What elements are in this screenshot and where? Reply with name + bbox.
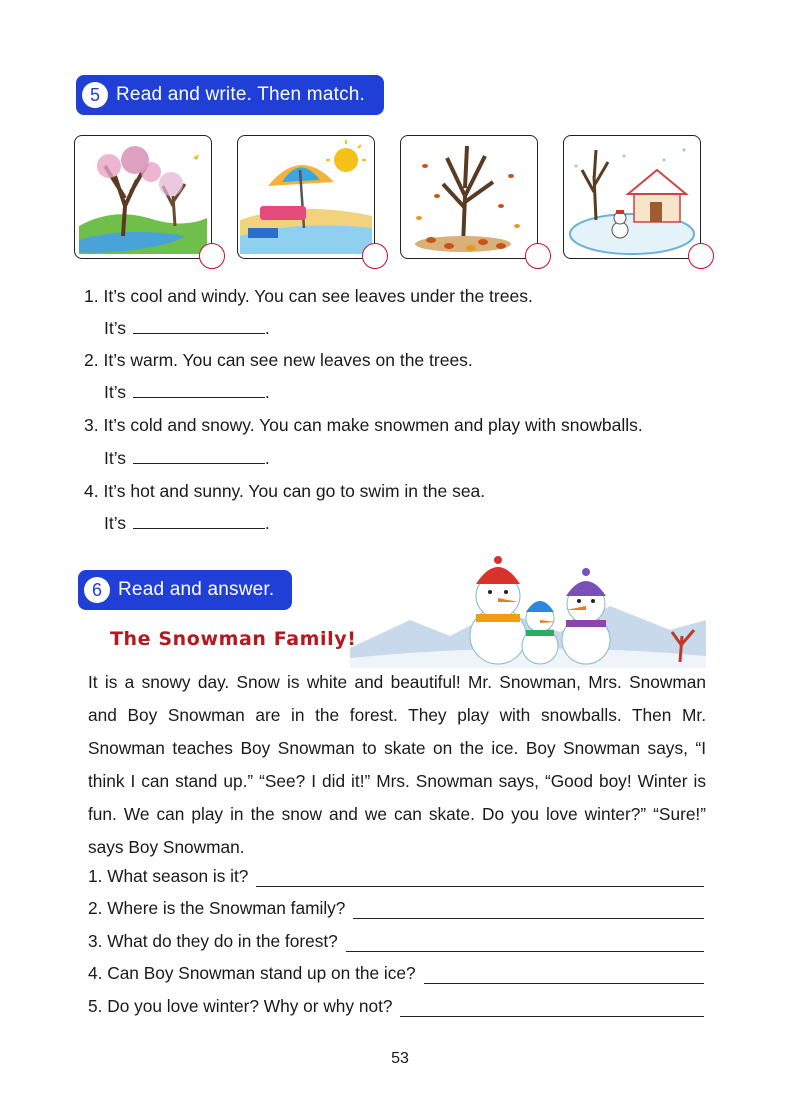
answer-blank[interactable]: [133, 383, 265, 398]
answer-blank[interactable]: [424, 967, 704, 984]
spring-tree-picture: [74, 135, 212, 259]
question-2: [88, 898, 704, 919]
section-5-header: [76, 75, 384, 115]
exercise-5-sentence-3: 3. It’s cold and snowy. You can make snowmen and play with snowballs.: [84, 415, 643, 435]
answer-line-3: [104, 448, 270, 469]
match-circle[interactable]: [688, 243, 714, 269]
match-circle[interactable]: [362, 243, 388, 269]
answer-line-1: [104, 318, 270, 339]
question-text: 1. What season is it?: [88, 866, 249, 886]
answer-blank[interactable]: [133, 449, 265, 464]
answer-line-4: [104, 513, 270, 534]
story-paragraph: It is a snowy day. Snow is white and beautiful! Mr. Snowman, Mrs. Snowman and Boy Snowman are in the forest. They play with snowballs. Then Mr. Snowman teaches Boy Snowman to skate on the ice. Boy Snowman says, “I think I can stand up.” “See? I did it!” Mrs. Snowman says, “Good boy! Winter is fun. We can play in the snow and we can skate. Do you love winter?” “Sure!” says Boy Snowman.: [88, 672, 706, 857]
answer-blank[interactable]: [346, 935, 704, 952]
answer-period: .: [264, 513, 270, 533]
question-3: [88, 931, 704, 952]
section-number: 6: [84, 577, 110, 603]
section-title: Read and write. Then match.: [116, 84, 366, 105]
exercise-5-sentence-1: 1. It’s cool and windy. You can see leaves under the trees.: [84, 286, 533, 306]
answer-blank[interactable]: [133, 319, 265, 334]
answer-prefix: It’s: [104, 382, 127, 402]
answer-blank[interactable]: [133, 514, 265, 529]
answer-period: .: [264, 318, 270, 338]
answer-blank[interactable]: [353, 902, 704, 919]
answer-prefix: It’s: [104, 448, 127, 468]
answer-blank[interactable]: [400, 1000, 704, 1017]
answer-prefix: It’s: [104, 318, 127, 338]
question-text: 5. Do you love winter? Why or why not?: [88, 996, 393, 1016]
exercise-5-sentence-2: 2. It’s warm. You can see new leaves on the trees.: [84, 350, 473, 370]
answer-period: .: [264, 382, 270, 402]
section-number: 5: [82, 82, 108, 108]
question-text: 3. What do they do in the forest?: [88, 931, 338, 951]
question-1: [88, 866, 704, 887]
exercise-5-sentence-4: 4. It’s hot and sunny. You can go to swim in the sea.: [84, 481, 486, 501]
section-6-header: [78, 570, 292, 610]
answer-prefix: It’s: [104, 513, 127, 533]
autumn-tree-picture: [400, 135, 538, 259]
answer-line-2: [104, 382, 270, 403]
match-circle[interactable]: [525, 243, 551, 269]
page-number: 53: [391, 1050, 409, 1067]
answer-period: .: [264, 448, 270, 468]
question-5: [88, 996, 704, 1017]
question-4: [88, 963, 704, 984]
winter-house-picture: [563, 135, 701, 259]
section-title: Read and answer.: [118, 579, 275, 600]
answer-blank[interactable]: [256, 870, 704, 887]
story-title: The Snowman Family!: [110, 628, 357, 650]
summer-beach-picture: [237, 135, 375, 259]
question-text: 2. Where is the Snowman family?: [88, 898, 346, 918]
snowman-family-illustration: [350, 540, 706, 668]
match-circle[interactable]: [199, 243, 225, 269]
question-text: 4. Can Boy Snowman stand up on the ice?: [88, 963, 416, 983]
